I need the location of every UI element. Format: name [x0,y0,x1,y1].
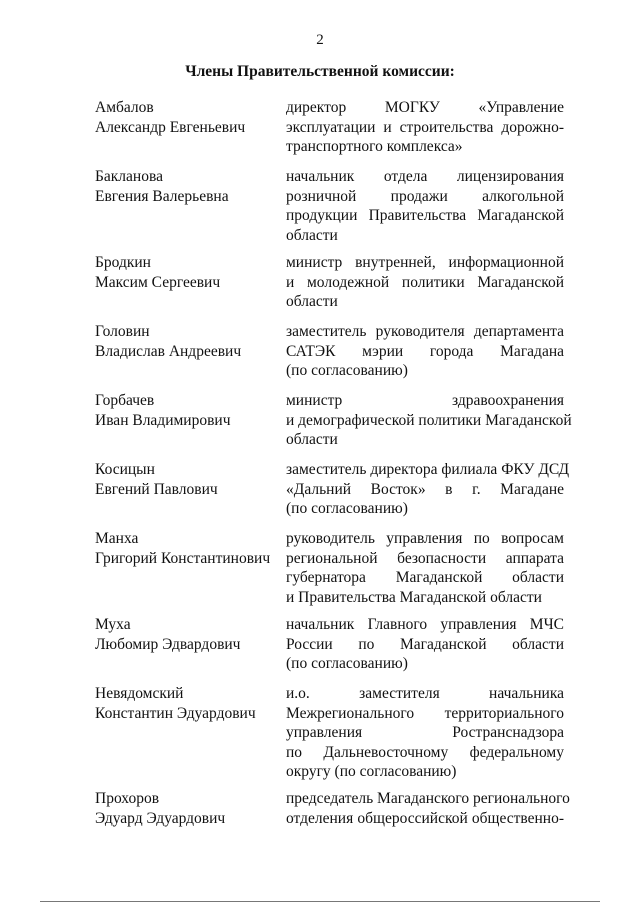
member-surname: Головин [95,323,150,340]
member-name [95,167,280,206]
role-line: (по согласованию) [286,655,408,672]
member-given-names: Григорий Константинович [95,549,271,567]
role-line: министр здравоохранения [286,392,564,409]
member-surname: Бродкин [95,254,151,271]
role-line: начальник отдела лицензирования [286,168,564,185]
member-role [286,253,564,312]
role-line: губернатора Магаданской области [286,569,564,586]
member-name [95,684,280,723]
role-line: (по согласованию) [286,500,408,517]
role-line: министр внутренней, информационной [286,254,564,271]
member-role [286,529,564,607]
page-number: 2 [316,32,324,48]
role-line: «Дальний Восток» в г. Магадане [286,480,564,498]
role-line: продукции Правительства Магаданской [286,207,564,224]
member-role [286,98,564,157]
member-name [95,98,280,137]
member-surname: Горбачев [95,392,155,409]
role-line: и.о. заместителя начальника [286,685,564,702]
member-surname: Прохоров [95,790,160,807]
role-line: по Дальневосточному федеральному [286,743,564,761]
member-name [95,391,280,430]
member-name [95,322,280,361]
role-line: директор МОГКУ «Управление [286,99,564,116]
member-name [95,253,280,292]
member-surname: Бакланова [95,168,163,185]
member-role [286,684,564,782]
member-surname: Невядомский [95,685,184,702]
member-given-names: Любомир Эдвардович [95,635,241,653]
member-surname: Амбалов [95,99,154,116]
member-given-names: Евгений Павлович [95,480,218,498]
member-name [95,615,280,654]
member-name [95,789,280,828]
role-line: руководитель управления по вопросам [286,530,564,547]
role-line: России по Магаданской области [286,635,564,653]
role-line: и Правительства Магаданской области [286,588,542,606]
member-role [286,322,564,381]
role-line: отделения общероссийской общественно- [286,809,564,827]
member-surname: Косицын [95,461,155,478]
member-surname: Муха [95,616,131,633]
role-line: области [286,226,338,244]
role-line: округу (по согласованию) [286,763,457,780]
member-given-names: Евгения Валерьевна [95,187,229,205]
page-bottom-edge [40,901,600,902]
member-given-names: Максим Сергеевич [95,273,221,291]
member-role [286,789,570,828]
role-line: председатель Магаданского регионального [286,790,570,807]
role-line: Межрегионального территориального [286,704,564,722]
role-line: заместитель руководителя департамента [286,323,564,340]
member-surname: Манха [95,530,139,547]
member-name [95,460,280,499]
member-role [286,615,564,674]
role-line: управления Ространснадзора [286,724,564,741]
role-line: САТЭК мэрии города Магадана [286,342,564,360]
role-line: (по согласованию) [286,362,408,379]
role-line: и демографической политики Магаданской [286,411,572,429]
member-given-names: Александр Евгеньевич [95,118,246,136]
member-given-names: Константин Эдуардович [95,704,256,722]
role-line: области [286,431,338,448]
role-line: начальник Главного управления МЧС [286,616,564,633]
role-line: области [286,293,338,310]
role-line: розничной продажи алкогольной [286,187,564,205]
member-role [286,167,564,245]
role-line: эксплуатации и строительства дорожно- [286,118,564,136]
role-line: заместитель директора филиала ФКУ ДСД [286,461,570,478]
role-line: транспортного комплекса» [286,138,463,155]
role-line: региональной безопасности аппарата [286,549,564,567]
section-heading: Члены Правительственной комиссии: [185,63,455,80]
role-line: и молодежной политики Магаданской [286,273,564,291]
member-given-names: Владислав Андреевич [95,342,242,360]
member-role [286,460,570,519]
member-name [95,529,280,568]
member-role [286,391,572,450]
member-given-names: Иван Владимирович [95,411,231,429]
member-given-names: Эдуард Эдуардович [95,809,226,827]
